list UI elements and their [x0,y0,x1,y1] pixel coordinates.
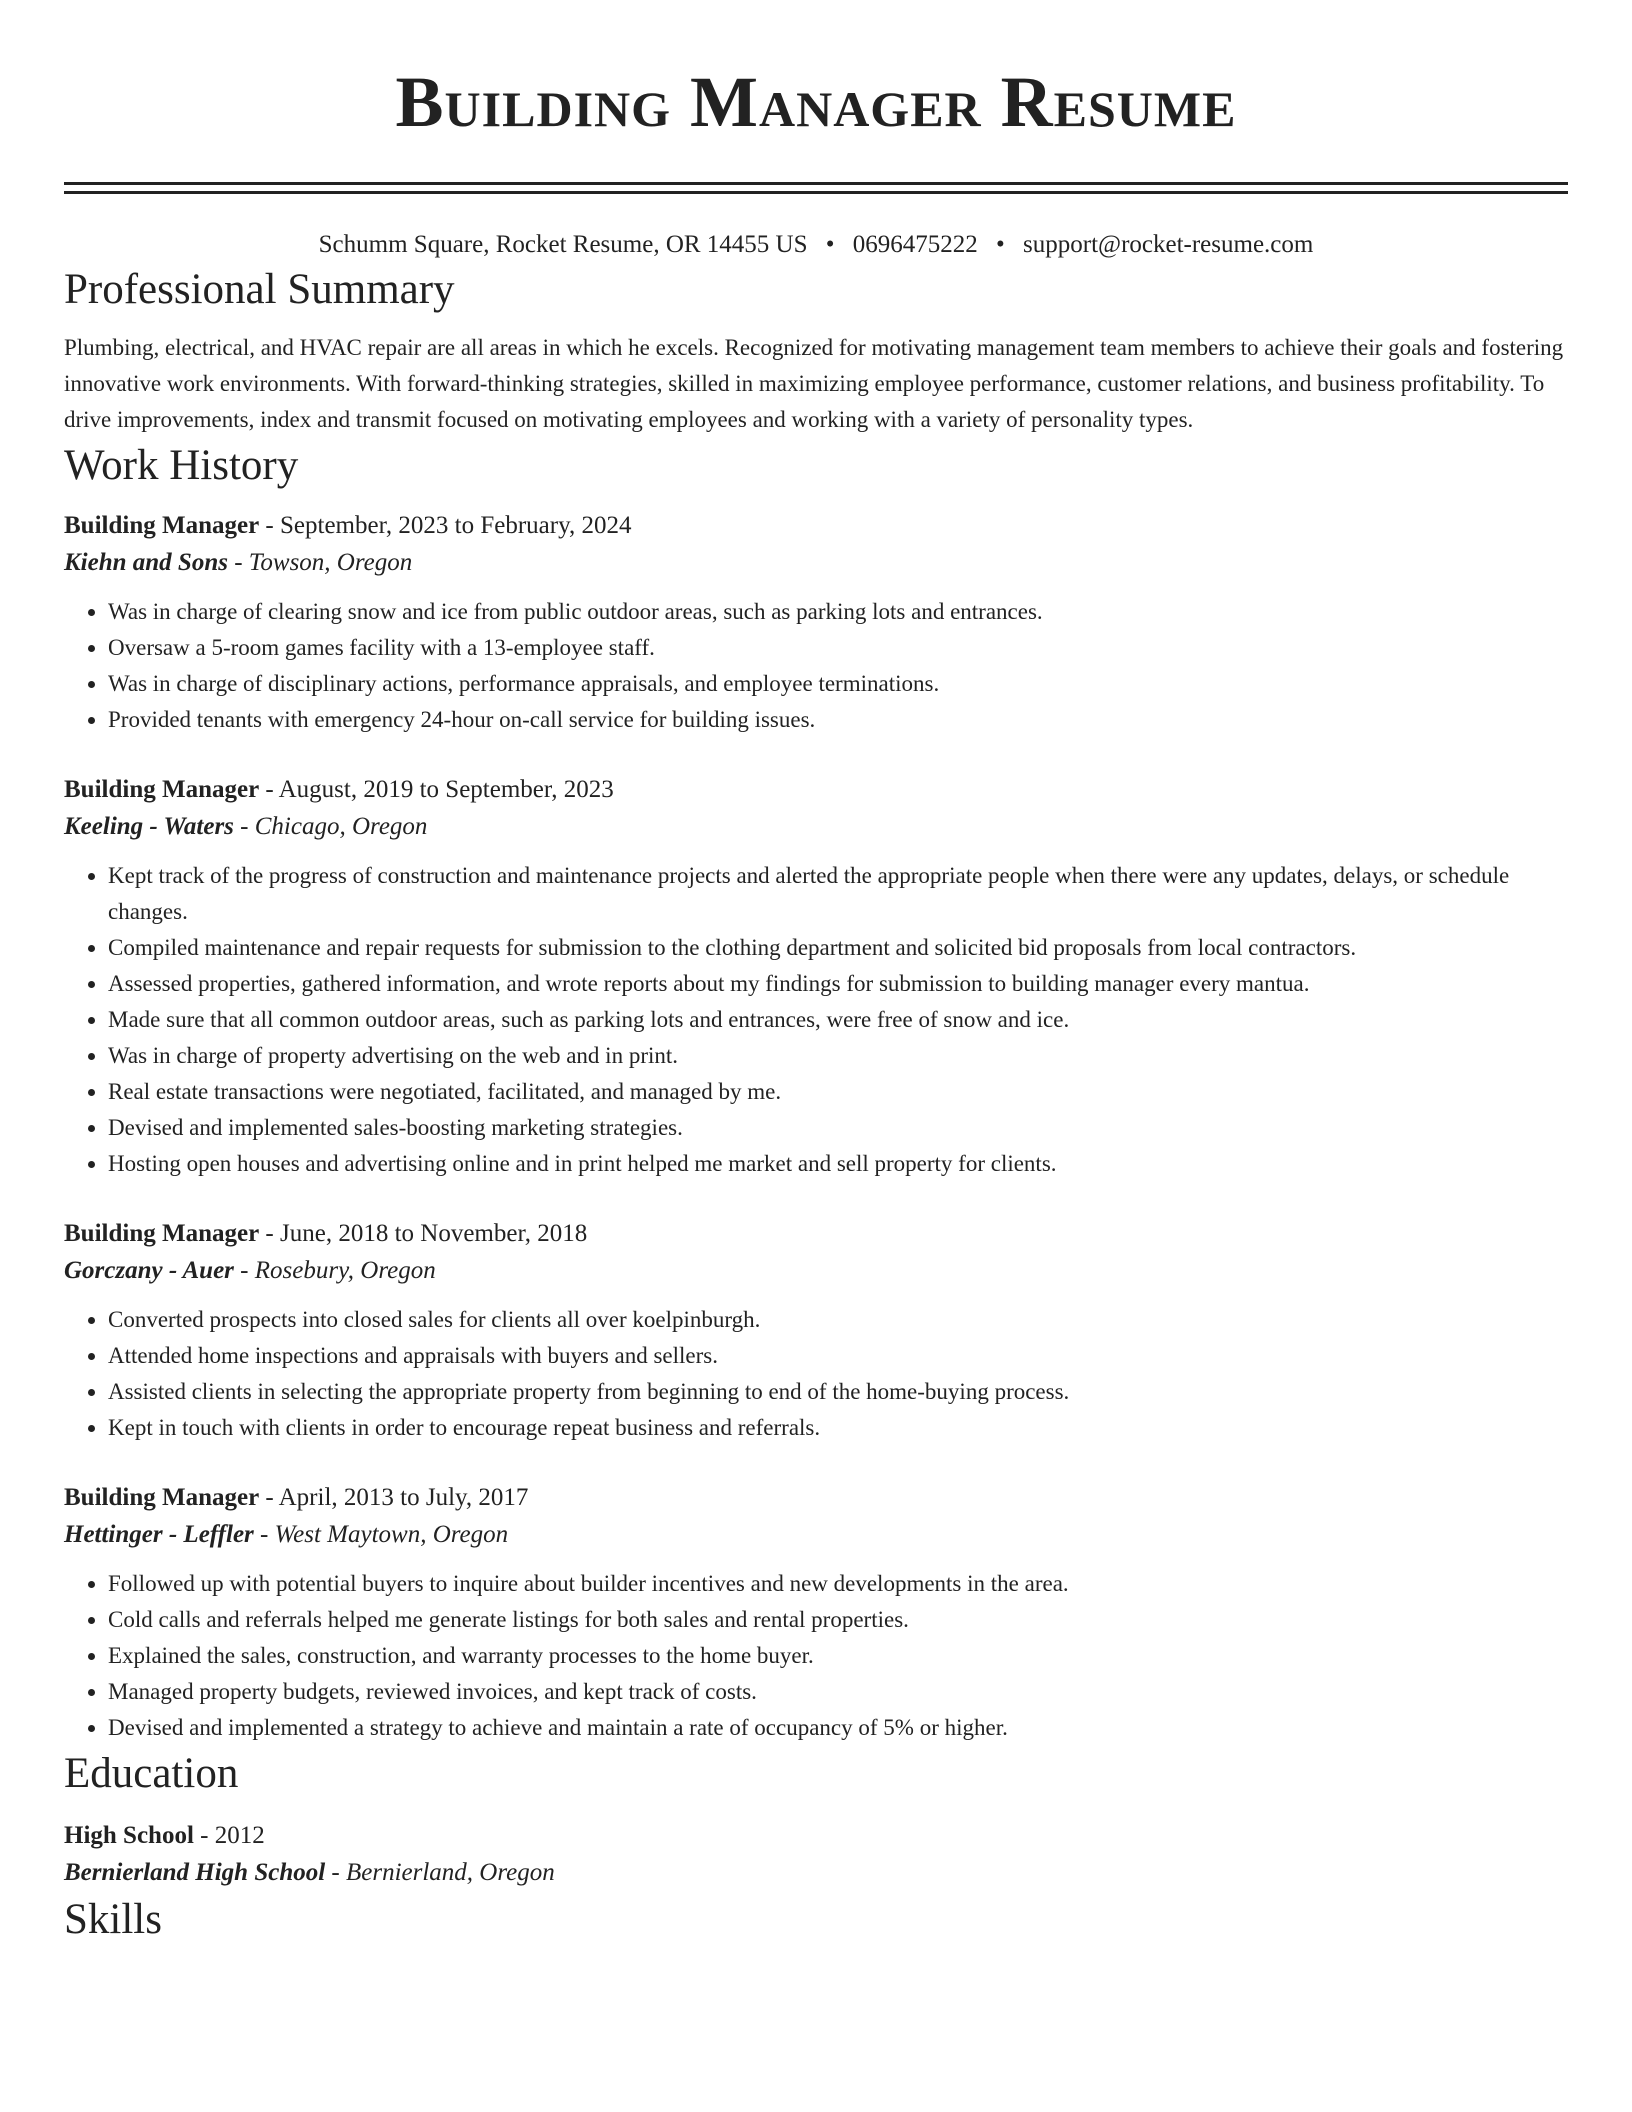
job-bullet: • Converted prospects into closed sales for clients all over koelpinburgh. [108,1302,1568,1338]
job-bullet: • Kept in touch with clients in order to encourage repeat business and referrals. [108,1410,1568,1446]
job-bullet: • Hosting open houses and advertising online and in print helped me market and sell property for clients. [108,1146,1568,1182]
summary-text: Plumbing, electrical, and HVAC repair are all areas in which he excels. Recognized for motivating management team members to achieve their goals and fostering innovative work environments. With forward-thinking strategies, skilled in maximizing employee performance, customer relations, and business profitability. To drive improvements, index and transmit focused on motivating employees and working with a variety of personality types. [64,335,1564,432]
job-location: - Rosebury, Oregon [233,1257,436,1284]
education-year: - 2012 [193,1822,265,1849]
title-divider-top [64,182,1568,185]
job-location: - Towson, Oregon [227,549,413,576]
job-bullet: • Oversaw a 5-room games facility with a 13-employee staff. [108,630,1568,666]
contact-line [64,228,1568,262]
job-bullet: • Followed up with potential buyers to inquire about builder incentives and new developments in the area. [108,1566,1568,1602]
contact-separator: • [996,231,1005,258]
job-bullet: • Made sure that all common outdoor areas, such as parking lots and entrances, were free of snow and ice. [108,1002,1568,1038]
job-company: Keeling - Waters [64,813,234,840]
resume-page [64,0,1568,1948]
job-bullet-list [64,858,1568,1182]
job-role: Building Manager [64,1484,260,1511]
job-entry [64,1480,1568,1746]
job-bullet: • Devised and implemented sales-boosting marketing strategies. [108,1110,1568,1146]
education-location: - Bernierland, Oregon [325,1859,555,1886]
job-role: Building Manager [64,776,260,803]
job-dates: - August, 2019 to September, 2023 [259,776,614,803]
job-bullet: • Compiled maintenance and repair requests for submission to the clothing department and solicited bid proposals from local contractors. [108,930,1568,966]
education-heading: Education [64,1750,239,1797]
job-bullet-list [64,594,1568,738]
work-history-heading: Work History [64,442,299,489]
contact-separator: • [825,231,835,258]
job-bullet: • Attended home inspections and appraisals with buyers and sellers. [108,1338,1568,1374]
job-bullet-list [64,1566,1568,1746]
title-divider-bottom [64,191,1568,194]
job-bullet: • Cold calls and referrals helped me generate listings for both sales and rental properties. [108,1602,1568,1638]
job-company: Hettinger - Leffler [64,1521,254,1548]
job-company: Gorczany - Auer [64,1257,234,1284]
job-bullet: • Assisted clients in selecting the appropriate property from beginning to end of the home-buying process. [108,1374,1568,1410]
job-role: Building Manager [64,512,260,539]
job-bullet: • Was in charge of disciplinary actions, performance appraisals, and employee terminations. [108,666,1568,702]
resume-title: Building Manager Resume [395,62,1237,142]
job-bullet: • Assessed properties, gathered information, and wrote reports about my findings for submission to building manager every mantua. [108,966,1568,1002]
job-dates: - June, 2018 to November, 2018 [259,1220,588,1247]
skills-heading: Skills [64,1896,162,1943]
job-entry [64,508,1568,738]
education-school: Bernierland High School [64,1859,326,1886]
contact-address: Schumm Square, Rocket Resume, OR 14455 US [318,231,808,258]
contact-phone: 0696475222 [852,231,978,258]
contact-email: support@rocket-resume.com [1023,231,1314,258]
job-bullet: • Devised and implemented a strategy to achieve and maintain a rate of occupancy of 5% or higher. [108,1710,1568,1746]
summary-heading: Professional Summary [64,266,455,313]
education-degree: High School [64,1822,194,1849]
job-bullet: • Provided tenants with emergency 24-hour on-call service for building issues. [108,702,1568,738]
education-entry [64,1818,1568,1892]
job-entry [64,1216,1568,1446]
job-dates: - September, 2023 to February, 2024 [259,512,632,539]
job-role: Building Manager [64,1220,260,1247]
job-list [64,508,1568,1746]
job-bullet-list [64,1302,1568,1446]
job-bullet: • Kept track of the progress of construction and maintenance projects and alerted the appropriate people when there were any updates, delays, or schedule changes. [108,858,1568,930]
job-bullet: • Explained the sales, construction, and warranty processes to the home buyer. [108,1638,1568,1674]
job-location: - Chicago, Oregon [233,813,428,840]
job-location: - West Maytown, Oregon [253,1521,509,1548]
job-company: Kiehn and Sons [64,549,228,576]
job-bullet: • Was in charge of property advertising on the web and in print. [108,1038,1568,1074]
job-bullet: • Was in charge of clearing snow and ice from public outdoor areas, such as parking lots and entrances. [108,594,1568,630]
job-dates: - April, 2013 to July, 2017 [259,1484,529,1511]
job-bullet: • Real estate transactions were negotiated, facilitated, and managed by me. [108,1074,1568,1110]
job-entry [64,772,1568,1182]
job-bullet: • Managed property budgets, reviewed invoices, and kept track of costs. [108,1674,1568,1710]
